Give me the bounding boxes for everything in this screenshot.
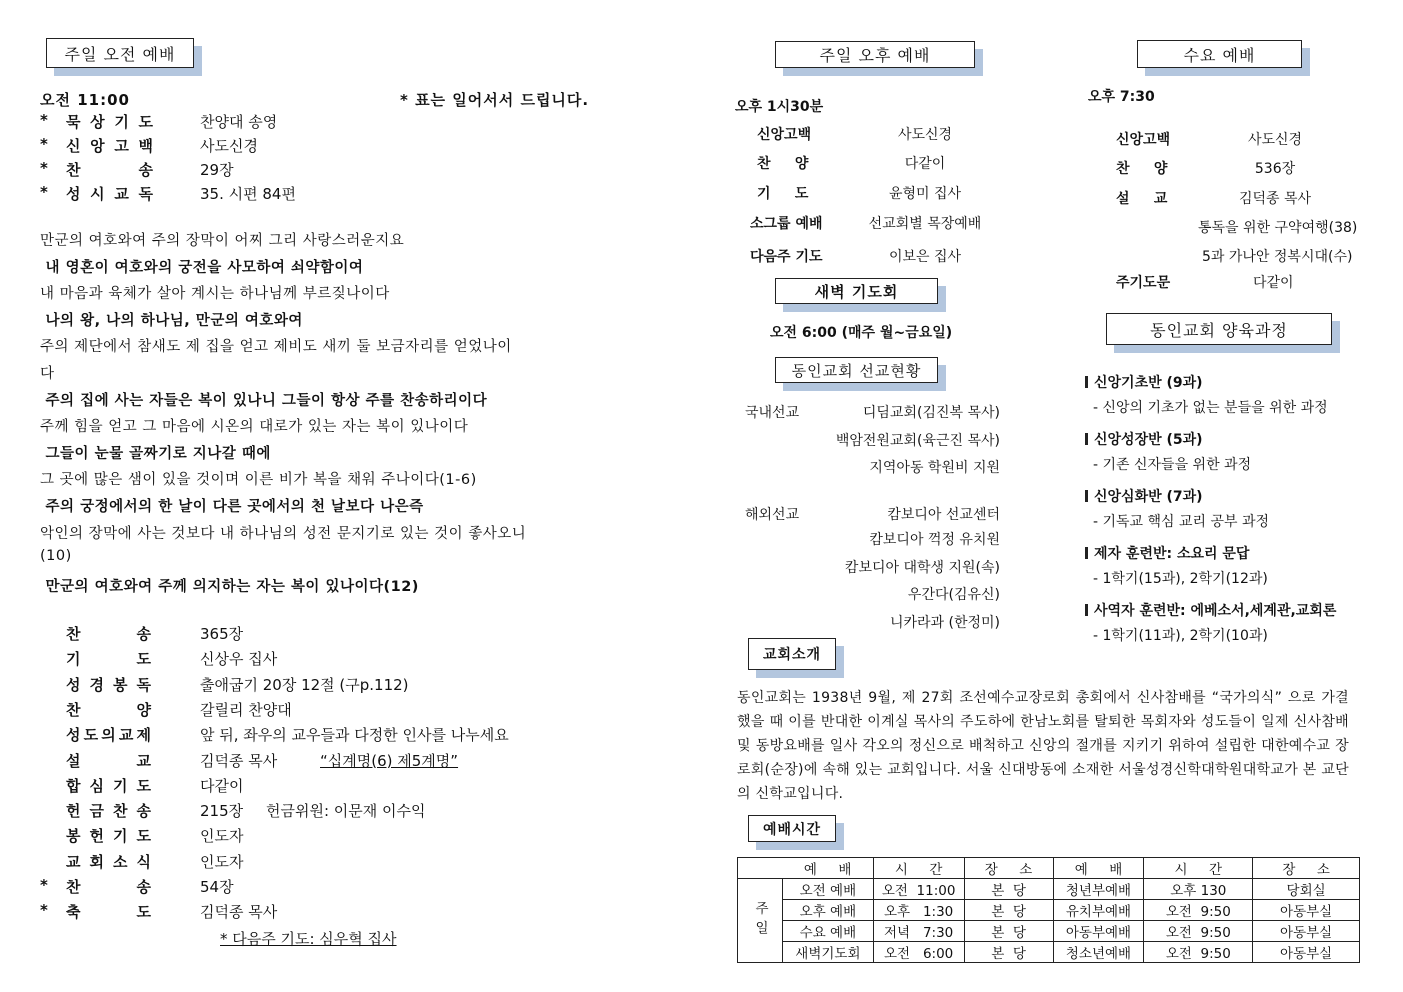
reading-line-leader: 만군의 여호와여 주의 장막이 어찌 그리 사랑스러운지요	[40, 233, 405, 249]
order-label	[66, 876, 152, 897]
lords-prayer-value: 다같이	[1253, 275, 1294, 291]
order-label-text: 성 도 의 교 제	[66, 726, 152, 745]
order-label-text: 축 도	[66, 903, 152, 922]
wednesday-sermon-line-1: 통독을 위한 구약여행(38)	[1198, 220, 1358, 236]
order-value: 김덕종 목사	[200, 751, 278, 770]
wednesday-title: 수요 예배	[1137, 40, 1302, 68]
schedule-cell: 저녁 7:30	[873, 921, 964, 942]
next-week-prayer: * 다음주 기도: 심우혁 집사	[220, 930, 397, 948]
overseas-label: 해외선교	[745, 507, 800, 523]
schedule-cell: 오후 1:30	[873, 900, 964, 921]
course-bullet	[1085, 547, 1088, 559]
afternoon-value: 사도신경	[897, 127, 953, 143]
order-label-text: 합 심 기 도	[66, 776, 152, 795]
afternoon-title-box	[775, 41, 975, 68]
schedule-cell: 새벽기도회	[783, 942, 874, 963]
course-name-text: 신앙기초반 (9과)	[1094, 375, 1203, 391]
order-value: 앞 뒤, 좌우의 교우들과 다정한 인사를 나누세요	[200, 726, 509, 745]
schedule-cell: 오전 9:50	[1144, 921, 1253, 942]
course-description: - 기존 신자들을 위한 과정	[1093, 457, 1252, 473]
reading-line-congregation: 주의 궁정에서의 한 날이 다른 곳에서의 천 날보다 나은즉	[40, 499, 424, 515]
course-bullet	[1085, 490, 1088, 502]
order-label	[66, 800, 152, 821]
afternoon-value: 윤형미 집사	[888, 186, 962, 202]
opening-value: 찬양대 송영	[200, 113, 278, 131]
reading-line-leader: 그 곳에 많은 샘이 있을 것이며 이른 비가 복을 채워 주나이다(1-6)	[40, 472, 477, 489]
order-label-text: 헌 금 찬 송	[66, 802, 152, 821]
training-title-box	[1106, 313, 1332, 345]
order-value: 54장	[200, 878, 234, 896]
order-label-text: 성 경 봉 독	[66, 675, 152, 694]
sermon-title: “십계명(6) 제5계명”	[320, 751, 459, 770]
overseas-mission-item: 캄보디아 대학생 지원(속)	[844, 560, 1000, 576]
afternoon-label: 기 도	[757, 186, 809, 202]
intro-title-box	[748, 638, 836, 670]
domestic-mission-item: 지역아동 학원비 지원	[869, 460, 1000, 476]
order-value: 김덕종 목사	[200, 903, 278, 922]
reading-line-congregation: 주의 집에 사는 자들은 복이 있나니 그들이 항상 주를 찬송하리이다	[40, 392, 488, 409]
reading-line-congregation: 나의 왕, 나의 하나님, 만군의 여호와여	[40, 312, 303, 329]
lords-prayer-label: 주기도문	[1116, 275, 1171, 291]
opening-mark: *	[40, 111, 49, 129]
reading-line-leader: 악인의 장막에 사는 것보다 내 하나님의 성전 문지기로 있는 것이 좋사오니	[40, 525, 527, 542]
order-label	[66, 648, 152, 669]
schedule-title: 예배시간	[748, 815, 836, 842]
wednesday-label: 찬 양	[1116, 161, 1168, 177]
sunday-side-label: 주일	[738, 879, 783, 963]
schedule-row	[738, 921, 1360, 942]
opening-label	[66, 111, 154, 132]
afternoon-value: 다같이	[904, 156, 946, 172]
course-bullet	[1085, 604, 1088, 616]
schedule-cell: 아동부예배	[1053, 921, 1144, 942]
schedule-cell: 아동부실	[1253, 900, 1360, 921]
afternoon-label: 소그룹 예배	[750, 216, 823, 232]
schedule-cell: 오후 130	[1144, 879, 1253, 900]
afternoon-label: 찬 양	[757, 156, 809, 172]
dawn-title: 새벽 기도회	[775, 278, 938, 304]
schedule-cell: 본 당	[964, 879, 1053, 900]
afternoon-label: 신앙고백	[757, 127, 812, 143]
schedule-cell: 오전 예배	[783, 879, 874, 900]
schedule-cell: 오전 11:00	[873, 879, 964, 900]
order-value: 다같이	[200, 776, 244, 795]
domestic-mission-item: 백암전원교회(육근진 목사)	[835, 433, 1000, 449]
schedule-cell: 본 당	[964, 900, 1053, 921]
schedule-cell: 본 당	[964, 942, 1053, 963]
order-mark: *	[40, 876, 49, 894]
course-description: - 기독교 핵심 교리 공부 과정	[1093, 514, 1270, 530]
course-name-text: 신앙성장반 (5과)	[1094, 432, 1203, 448]
afternoon-value: 선교회별 목장예배	[868, 216, 982, 232]
schedule-cell: 당회실	[1253, 879, 1360, 900]
afternoon-label: 다음주 기도	[750, 249, 823, 265]
header-cell: 시 간	[873, 858, 964, 879]
order-label-text: 봉 헌 기 도	[66, 827, 152, 846]
course-bullet	[1085, 433, 1088, 445]
opening-label-text: 신 앙 고 백	[66, 137, 154, 155]
overseas-mission-item: 우간다(김유신)	[907, 587, 1000, 603]
mission-title: 동인교회 선교현황	[775, 357, 938, 383]
afternoon-value: 이보은 집사	[888, 249, 962, 265]
reading-line-leader: 다	[40, 366, 55, 382]
course-name	[1085, 372, 1203, 392]
reading-line-leader: (10)	[40, 548, 72, 565]
reading-line-leader: 내 마음과 육체가 살아 계시는 하나님께 부르짖나이다	[40, 286, 390, 303]
order-label	[66, 901, 152, 922]
afternoon-title: 주일 오후 예배	[775, 41, 975, 68]
mission-title-box	[775, 357, 938, 383]
schedule-cell: 오전 6:00	[873, 942, 964, 963]
schedule-cell: 오전 9:50	[1144, 942, 1253, 963]
schedule-table	[737, 857, 1360, 963]
opening-label	[66, 135, 154, 156]
order-label	[66, 775, 152, 796]
intro-title: 교회소개	[748, 638, 836, 670]
opening-value: 사도신경	[200, 137, 258, 155]
wednesday-value: 김덕종 목사	[1238, 191, 1312, 207]
course-name	[1085, 429, 1203, 449]
wednesday-value: 사도신경	[1247, 132, 1303, 148]
header-cell: 예 배	[783, 858, 874, 879]
schedule-cell: 청년부예배	[1053, 879, 1144, 900]
reading-line-leader: 주께 힘을 얻고 그 마음에 시온의 대로가 있는 자는 복이 있나이다	[40, 419, 469, 436]
opening-value: 35. 시편 84편	[200, 185, 296, 203]
reading-line-congregation: 내 영혼이 여호와의 궁전을 사모하여 쇠약함이여	[40, 259, 364, 276]
course-description: - 신앙의 기초가 없는 분들을 위한 과정	[1093, 400, 1328, 416]
header-cell: 장 소	[964, 858, 1053, 879]
afternoon-time: 오후 1시30분	[735, 99, 824, 115]
reading-line-congregation: 그들이 눈물 골짜기로 지나갈 때에	[40, 445, 271, 462]
header-cell: 예 배	[1053, 858, 1144, 879]
course-name-text: 신앙심화반 (7과)	[1094, 489, 1203, 505]
standing-note: * 표는 일어서서 드립니다.	[400, 91, 590, 109]
schedule-cell: 수요 예배	[783, 921, 874, 942]
order-label	[66, 851, 152, 872]
course-name-text: 사역자 훈련반: 에베소서,세계관,교회론	[1094, 603, 1337, 619]
order-value: 인도자	[200, 852, 244, 871]
order-label-text: 찬 양	[66, 700, 152, 719]
dawn-time: 오전 6:00 (매주 월~금요일)	[770, 325, 953, 341]
opening-mark: *	[40, 159, 49, 177]
header-cell: 장 소	[1253, 858, 1360, 879]
header-cell	[738, 858, 783, 879]
opening-label	[66, 159, 154, 180]
opening-label-text: 묵 상 기 도	[66, 113, 154, 131]
order-value: 신상우 집사	[200, 650, 278, 669]
header-cell: 시 간	[1144, 858, 1253, 879]
morning-time: 오전 11:00	[40, 91, 130, 109]
schedule-row	[738, 942, 1360, 963]
opening-label	[66, 183, 154, 204]
opening-value: 29장	[200, 161, 234, 179]
course-bullet	[1085, 376, 1088, 388]
course-name-text: 제자 훈련반: 소요리 문답	[1094, 546, 1250, 562]
domestic-mission-item: 디딤교회(김진복 목사)	[862, 405, 1000, 421]
order-label-text: 교 회 소 식	[66, 852, 152, 871]
order-label	[66, 750, 152, 771]
morning-title: 주일 오전 예배	[46, 38, 194, 68]
schedule-cell: 오후 예배	[783, 900, 874, 921]
overseas-mission-item: 니카라과 (한정미)	[889, 615, 1000, 631]
wednesday-sermon-line-2: 5과 가나안 정복시대(수)	[1202, 249, 1353, 265]
order-label	[66, 699, 152, 720]
morning-title-box	[46, 38, 194, 68]
opening-label-text: 성 시 교 독	[66, 185, 154, 203]
schedule-row	[738, 900, 1360, 921]
course-description: - 1학기(11과), 2학기(10과)	[1093, 628, 1268, 644]
wednesday-label: 설 교	[1116, 191, 1168, 207]
wednesday-value: 536장	[1254, 161, 1296, 177]
opening-label-text: 찬 송	[66, 161, 154, 179]
wednesday-title-box	[1137, 40, 1302, 68]
overseas-mission-item: 캄보디아 꺽정 유치원	[869, 532, 1000, 548]
order-value: 출애굽기 20장 12절 (구p.112)	[200, 675, 409, 694]
schedule-row	[738, 879, 1360, 900]
course-name	[1085, 486, 1203, 506]
order-value: 365장	[200, 625, 244, 643]
opening-mark: *	[40, 135, 49, 153]
schedule-cell: 유치부예배	[1053, 900, 1144, 921]
overseas-mission-item: 캄보디아 선교센터	[887, 507, 1000, 523]
order-mark: *	[40, 901, 49, 920]
schedule-cell: 청소년예배	[1053, 942, 1144, 963]
opening-mark: *	[40, 183, 49, 201]
course-name	[1085, 600, 1336, 620]
order-label-text: 설 교	[66, 751, 152, 770]
domestic-label: 국내선교	[745, 405, 800, 421]
dawn-title-box	[775, 278, 938, 304]
reading-line-congregation: 만군의 여호와여 주께 의지하는 자는 복이 있나이다(12)	[40, 578, 419, 595]
schedule-cell: 아동부실	[1253, 921, 1360, 942]
order-value: 인도자	[200, 827, 244, 846]
schedule-header-row	[738, 858, 1360, 879]
wednesday-time: 오후 7:30	[1088, 89, 1155, 105]
reading-line-leader: 주의 제단에서 참새도 제 집을 얻고 제비도 새끼 둘 보금자리를 얻었나이	[40, 339, 512, 356]
course-description: - 1학기(15과), 2학기(12과)	[1093, 571, 1268, 587]
order-value: 갈릴리 찬양대	[200, 700, 292, 719]
schedule-cell: 오전 9:50	[1144, 900, 1253, 921]
training-title: 동인교회 양육과정	[1106, 313, 1332, 345]
order-label	[66, 825, 152, 846]
wednesday-label: 신앙고백	[1116, 132, 1171, 148]
order-label-text: 찬 송	[66, 878, 152, 896]
schedule-cell: 아동부실	[1253, 942, 1360, 963]
course-name	[1085, 543, 1249, 563]
church-introduction: 동인교회는 1938년 9월, 제 27회 조선예수교장로회 총회에서 신사참배를 “국가의식” 으로 가결했을 때 이를 반대한 이계실 목사의 주도하에 한남노회를 탈퇴한 목회자와 성도들이 일제 신사참배 및 동방요배를 일사 각오의 정신으로 배척하고 신앙의 절개를 지키기 위하여 설립한 대한예수교 장로회(순장)에 속해 있는 교회입니다. 서울 신대방동에 소재한 서울성경신학대학원대학교가 본 교단의 신학교입니다.	[737, 690, 1349, 802]
schedule-cell: 본 당	[964, 921, 1053, 942]
order-label-text: 기 도	[66, 650, 152, 669]
schedule-title-box	[748, 815, 836, 842]
order-value: 215장	[200, 802, 244, 821]
order-label	[66, 623, 152, 644]
order-label	[66, 674, 152, 695]
order-label-text: 찬 송	[66, 625, 152, 643]
offering-committee: 헌금위원: 이문재 이수익	[266, 802, 426, 821]
order-label	[66, 724, 152, 745]
